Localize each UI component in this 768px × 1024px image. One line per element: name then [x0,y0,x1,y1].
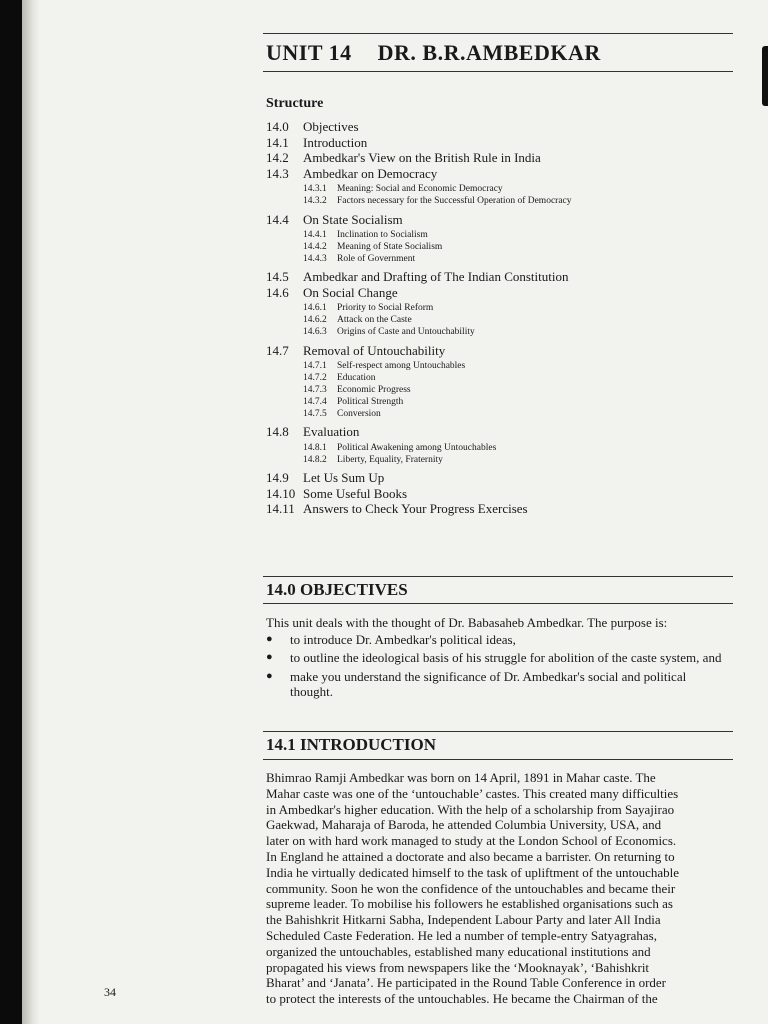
toc-item-number: 14.6 [266,284,289,300]
introduction-line: the Bahishkrit Hitkarni Sabha, Independent Labour Party and later All India [266,912,661,928]
toc-item-number: 14.10 [266,485,296,501]
toc-subitem-label: Factors necessary for the Successful Operation of Democracy [337,195,572,206]
toc-subitem [266,303,726,315]
toc-subitem-number: 14.6.3 [303,327,327,338]
toc-item-label: Ambedkar's View on the British Rule in India [303,150,541,165]
toc-subitem [266,385,726,397]
toc-subitem [266,373,726,385]
page-edge-mark [762,46,768,106]
unit-title [266,40,601,66]
toc-item [266,501,726,517]
toc-subitem [266,315,726,327]
introduction-line: In England he attained a doctorate and also became a barrister. On returning to [266,848,675,864]
page-number: 34 [104,985,116,999]
toc-subsection-list [266,361,726,420]
objective-text: to outline the ideological basis of his struggle for abolition of the caste system, and [290,650,722,665]
introduction-bottom-rule [263,759,733,760]
toc-subitem [266,361,726,373]
introduction-top-rule [263,731,733,732]
introduction-line: propagated his views from newspapers like the ‘Mooknayak’, ‘Bahishkrit [266,959,650,975]
bullet-dot-icon: ● [266,669,273,682]
toc-item [266,424,726,440]
header-bottom-rule [263,71,733,72]
objective-bullet [266,669,728,700]
toc-subitem-number: 14.4.1 [303,230,327,241]
introduction-line: India he virtually dedicated himself to the task of upliftment of the untouchable [266,864,679,880]
toc-subitem [266,254,726,266]
book-binding-edge [0,0,22,1024]
toc-subitem [266,242,726,254]
introduction-body [266,770,728,1007]
toc-subitem-number: 14.6.2 [303,315,327,326]
toc-subitem-label: Priority to Social Reform [337,303,434,314]
toc-subitem [266,409,726,421]
toc-item-number: 14.8 [266,424,289,440]
toc-item-number: 14.0 [266,119,289,134]
toc-subitem-label: Origins of Caste and Untouchability [337,327,475,338]
toc-subsection-list [266,443,726,467]
toc-item-label: Ambedkar on Democracy [303,165,438,181]
toc-subitem-number: 14.4.3 [303,253,327,264]
toc-subitem-label: Liberty, Equality, Fraternity [337,454,443,465]
toc-item-number: 14.11 [266,501,295,517]
objectives-body [266,615,728,703]
toc-item-label: Introduction [303,134,368,150]
introduction-line: Gaekwad, Maharaja of Baroda, he attended Columbia University, USA, and [266,817,662,833]
toc-subitem-label: Economic Progress [337,384,411,395]
toc-subitem-label: Attack on the Caste [337,315,412,326]
introduction-line: later on with hard work managed to study at the London School of Economics. [266,833,677,849]
toc-item-label: Some Useful Books [303,485,407,501]
table-of-contents [266,119,726,517]
toc-subitem-label: Education [337,373,376,384]
unit-number: UNIT 14 [266,40,352,65]
toc-item [266,119,726,135]
toc-item [266,470,726,486]
bullet-dot-icon: ● [266,632,273,645]
introduction-line: in Ambedkar's higher education. With the help of a scholarship from Sayajirao [266,801,675,817]
toc-subitem-label: Meaning: Social and Economic Democracy [337,184,503,194]
toc-item [266,343,726,359]
toc-subitem [266,455,726,467]
objectives-list [266,632,728,700]
introduction-line: supreme leader. To mobilise his followers he established organisations such as [266,896,673,912]
introduction-line: Scheduled Caste Federation. He led a number of temple-entry Satyagrahas, [266,927,657,943]
header-top-rule [263,33,733,34]
toc-subitem-number: 14.7.1 [303,361,327,372]
toc-subitem-number: 14.7.2 [303,373,327,384]
toc-subitem-label: Meaning of State Socialism [337,241,443,252]
toc-subitem-number: 14.7.4 [303,396,327,407]
toc-item-label: Removal of Untouchability [303,342,446,358]
objectives-heading: 14.0 OBJECTIVES [266,580,408,599]
toc-subitem [266,327,726,339]
introduction-heading: 14.1 INTRODUCTION [266,735,437,754]
toc-subitem-number: 14.3.2 [303,195,327,206]
toc-subitem [266,443,726,455]
toc-subitem-number: 14.7.3 [303,384,327,395]
toc-item-number: 14.4 [266,211,289,227]
toc-subsection-list [266,303,726,338]
page-gutter-shadow [22,0,40,1024]
toc-subitem-label: Political Awakening among Untouchables [337,442,497,453]
toc-subitem-number: 14.4.2 [303,241,327,252]
toc-item-number: 14.1 [266,134,289,150]
toc-item-number: 14.7 [266,342,289,358]
toc-item [266,269,726,285]
toc-subitem [266,230,726,242]
toc-subitem-number: 14.3.1 [303,184,327,194]
toc-item-label: Let Us Sum Up [303,470,385,486]
toc-item-label: Objectives [303,119,359,134]
introduction-line: Bharat’ and ‘Janata’. He participated in the Round Table Conference in order [266,975,667,991]
toc-item [266,150,726,166]
toc-subsection-list [266,230,726,265]
toc-item-number: 14.9 [266,470,289,486]
toc-item [266,285,726,301]
toc-subitem-label: Inclination to Socialism [337,230,428,241]
toc-subitem [266,196,726,208]
toc-item [266,486,726,502]
objective-text: make you understand the significance of Dr. Ambedkar's social and political thought. [290,668,687,699]
toc-subitem-number: 14.8.1 [303,442,327,453]
toc-subitem-label: Conversion [337,408,381,419]
toc-subitem-number: 14.7.5 [303,408,327,419]
toc-subsection-list [266,184,726,208]
introduction-line: organized the untouchables, established many educational institutions and [266,943,651,959]
objectives-intro: This unit deals with the thought of Dr. Babasaheb Ambedkar. The purpose is: [266,615,668,630]
objective-text: to introduce Dr. Ambedkar's political ideas, [290,631,516,647]
introduction-line: to protect the interests of the untouchables. He became the Chairman of the [266,991,658,1007]
unit-name: DR. B.R.AMBEDKAR [377,40,601,65]
toc-item-number: 14.5 [266,269,289,285]
toc-subitem-number: 14.8.2 [303,454,327,465]
toc-subitem [266,397,726,409]
toc-item-label: On State Socialism [303,211,403,227]
toc-item-label: On Social Change [303,284,398,300]
toc-subitem-number: 14.6.1 [303,303,327,314]
toc-item-number: 14.3 [266,165,289,181]
introduction-line: community. Soon he won the confidence of the untouchables and became their [266,880,676,896]
objective-bullet [266,650,728,666]
toc-item-label: Answers to Check Your Progress Exercises [303,501,528,517]
toc-subitem-label: Political Strength [337,396,404,407]
toc-item-label: Ambedkar and Drafting of The Indian Constitution [303,269,569,285]
toc-item-label: Evaluation [303,424,360,440]
toc-subitem-label: Self-respect among Untouchables [337,361,466,372]
toc-subitem [266,184,726,196]
toc-item [266,212,726,228]
introduction-line: Mahar caste was one of the ‘untouchable’ castes. This created many difficulties [266,785,679,801]
objectives-bottom-rule [263,603,733,604]
bullet-dot-icon: ● [266,651,273,663]
toc-item-number: 14.2 [266,150,289,165]
structure-heading: Structure [266,96,324,111]
objectives-top-rule [263,576,733,577]
toc-item [266,135,726,151]
introduction-line: Bhimrao Ramji Ambedkar was born on 14 April, 1891 in Mahar caste. The [266,770,656,785]
toc-item [266,166,726,182]
objective-bullet [266,632,728,648]
toc-subitem-label: Role of Government [337,253,416,264]
